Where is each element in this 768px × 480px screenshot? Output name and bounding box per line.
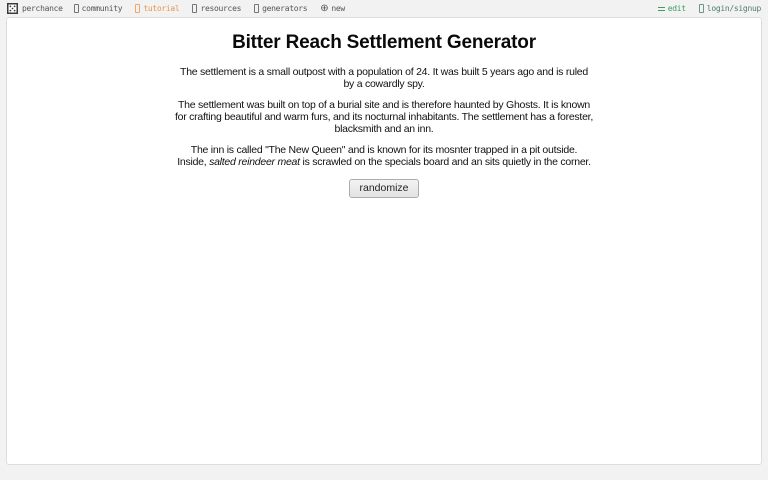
navbar-left-group	[7, 3, 358, 14]
navbar-right-group	[645, 4, 761, 13]
inn-line-2-prefix: Inside,	[177, 156, 210, 168]
details-line-1: The settlement was built on top of a burial site and is therefore haunted by Ghosts. It is known	[178, 99, 590, 111]
tutorial-icon	[135, 4, 140, 13]
login-signup-link[interactable]	[699, 4, 761, 13]
tutorial-label: tutorial	[143, 4, 180, 13]
nav-item-generators[interactable]	[254, 4, 307, 13]
edit-label: edit	[667, 4, 686, 13]
nav-item-new[interactable]	[320, 4, 345, 13]
perchance-logo-link[interactable]	[7, 3, 63, 14]
settlement-details-paragraph	[64, 99, 704, 135]
details-line-3: blacksmith and an inn.	[334, 123, 434, 135]
new-plus-circle-icon: ⊕	[320, 2, 329, 14]
resources-icon	[192, 4, 197, 13]
generator-panel	[6, 17, 762, 465]
inn-line-2	[64, 156, 704, 168]
brand-label: perchance	[22, 4, 63, 13]
inn-line-1: The inn is called "The New Queen" and is known for its mosnter trapped in a pit outside.	[190, 144, 578, 156]
edit-link[interactable]	[658, 4, 686, 13]
nav-item-community[interactable]	[74, 4, 123, 13]
resources-label: resources	[200, 4, 242, 13]
randomize-button[interactable]: randomize	[349, 179, 418, 198]
page-title: Bitter Reach Settlement Generator	[232, 32, 536, 53]
top-navbar	[0, 0, 768, 17]
key-icon	[699, 4, 704, 13]
community-label: community	[81, 4, 123, 13]
perchance-dice-icon	[7, 3, 18, 14]
details-line-2: for crafting beautiful and warm furs, and its nocturnal inhabitants. The settlement has a forester,	[174, 111, 594, 123]
generators-icon	[254, 4, 259, 13]
inn-line-2-suffix: is scrawled on the specials board and an sits quietly in the corner.	[299, 156, 591, 168]
generators-label: generators	[262, 4, 308, 13]
summary-line-1: The settlement is a small outpost with a population of 24. It was built 5 years ago and is ruled	[180, 66, 588, 78]
settlement-summary-paragraph	[64, 66, 704, 90]
community-icon	[74, 4, 79, 13]
inn-paragraph	[64, 144, 704, 168]
nav-item-resources[interactable]	[192, 4, 241, 13]
new-label: new	[331, 4, 345, 13]
summary-line-2: by a cowardly spy.	[343, 78, 425, 90]
nav-item-tutorial[interactable]	[135, 4, 179, 13]
pencil-icon	[658, 5, 665, 12]
login-signup-label: login/signup	[706, 4, 761, 13]
specials-item-italic: salted reindeer meat	[209, 156, 300, 168]
